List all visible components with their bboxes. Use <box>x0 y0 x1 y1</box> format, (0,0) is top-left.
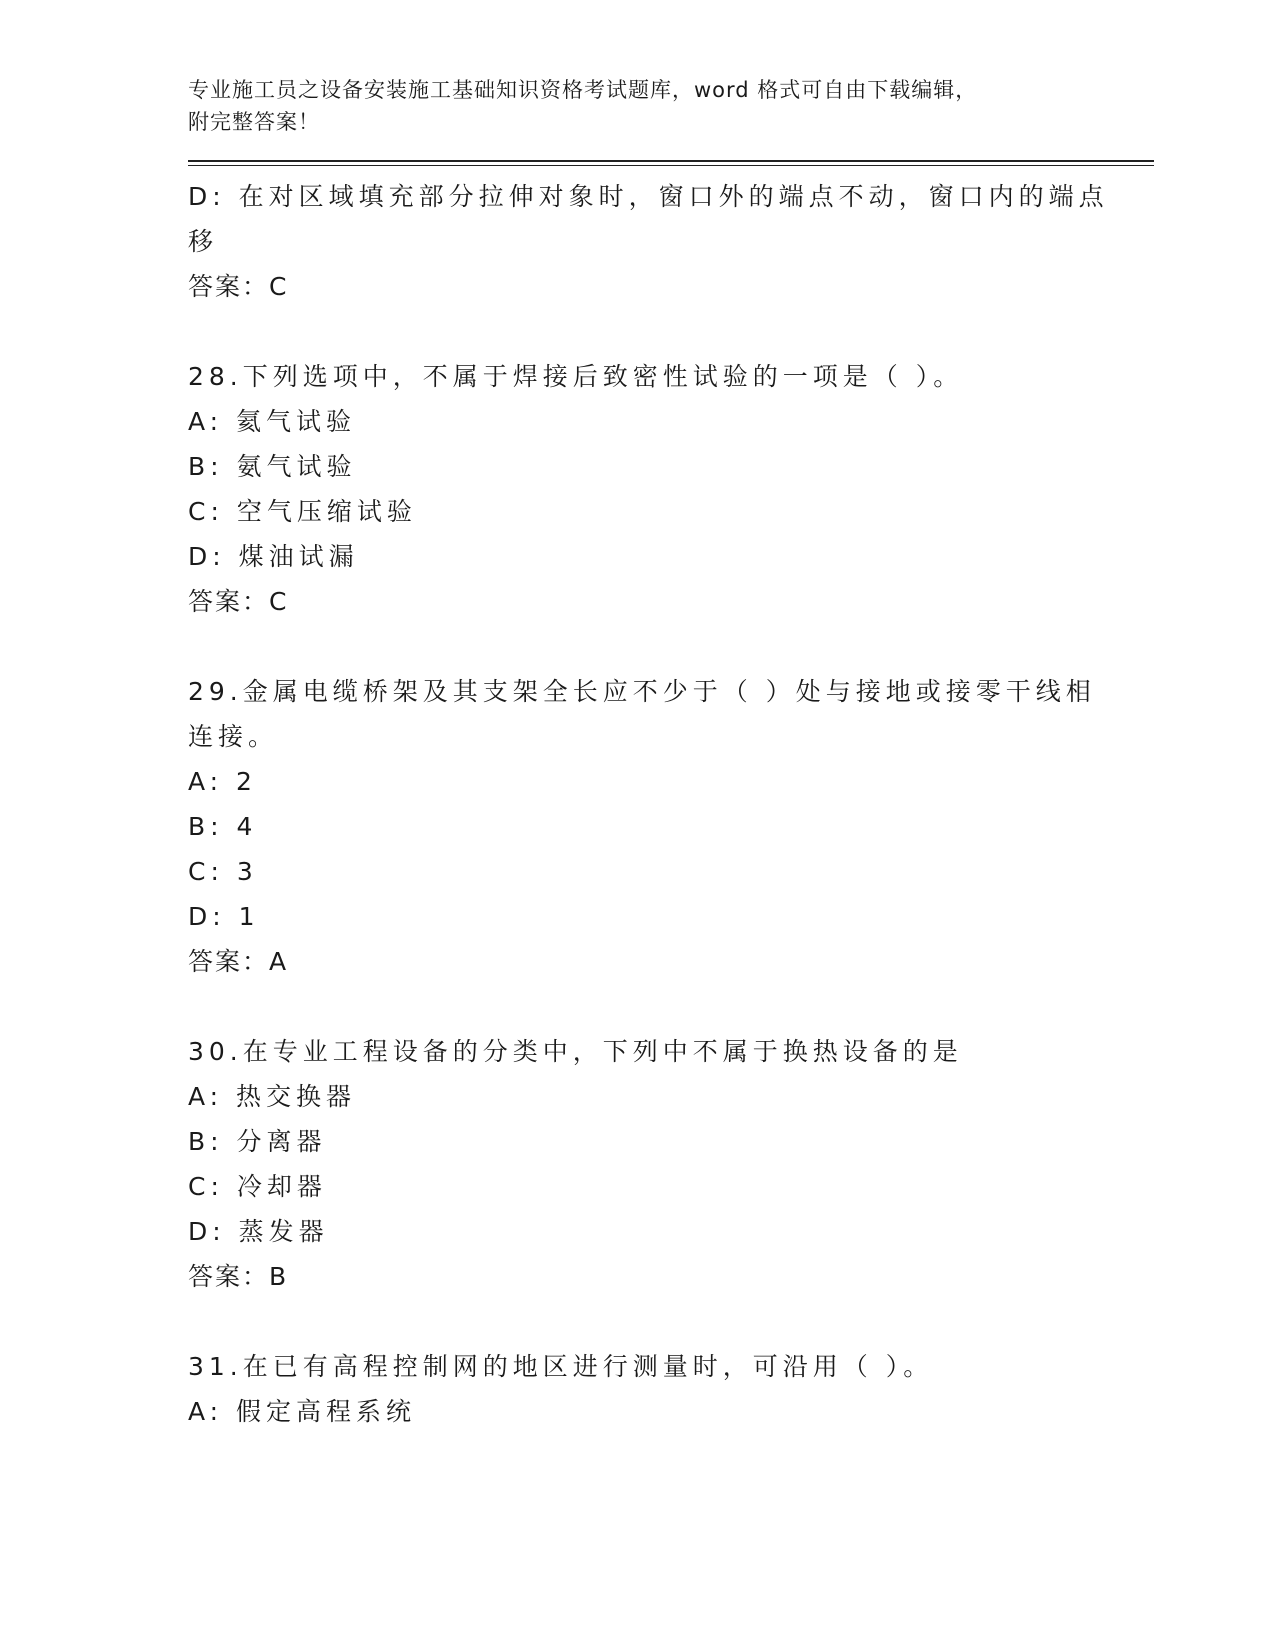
answer: 答案：C <box>188 587 289 616</box>
option-d: D: 蒸发器 <box>188 1217 329 1246</box>
question-30 <box>188 1029 1154 1299</box>
option-b: B: 分离器 <box>188 1127 327 1156</box>
question-stem: 30.在专业工程设备的分类中，下列中不属于换热设备的是 <box>188 1037 963 1066</box>
option-d-continued: 移 <box>188 227 219 256</box>
option-a: A: 假定高程系统 <box>188 1397 417 1426</box>
question-stem: 31.在已有高程控制网的地区进行测量时，可沿用（ ）。 <box>188 1352 934 1381</box>
option-c: C: 3 <box>188 857 258 886</box>
document-header <box>188 74 1154 138</box>
option-c: C: 冷却器 <box>188 1172 327 1201</box>
option-d: D: 1 <box>188 902 260 931</box>
question-stem: 29.金属电缆桥架及其支架全长应不少于（ ）处与接地或接零干线相 <box>188 677 1096 706</box>
option-a: A: 2 <box>188 767 257 796</box>
question-29 <box>188 669 1154 984</box>
answer: 答案：A <box>188 947 289 976</box>
question-28 <box>188 354 1154 624</box>
option-d: D: 在对区域填充部分拉伸对象时，窗口外的端点不动，窗口内的端点 <box>188 182 1109 211</box>
header-line-2: 附完整答案！ <box>188 110 320 134</box>
header-divider <box>188 160 1154 166</box>
document-page <box>188 72 1154 1434</box>
option-b: B: 4 <box>188 812 258 841</box>
option-d: D: 煤油试漏 <box>188 542 359 571</box>
answer: 答案：C <box>188 272 289 301</box>
option-a: A: 热交换器 <box>188 1082 357 1111</box>
question-stem-continued: 连接。 <box>188 722 279 751</box>
option-c: C: 空气压缩试验 <box>188 497 417 526</box>
option-b: B: 氨气试验 <box>188 452 357 481</box>
answer: 答案：B <box>188 1262 289 1291</box>
question-list <box>188 174 1154 1434</box>
question-31 <box>188 1344 1154 1434</box>
question-fragment <box>188 174 1154 309</box>
option-a: A: 氦气试验 <box>188 407 357 436</box>
header-line-1: 专业施工员之设备安装施工基础知识资格考试题库，word 格式可自由下载编辑， <box>188 78 978 102</box>
question-stem: 28.下列选项中，不属于焊接后致密性试验的一项是（ ）。 <box>188 362 964 391</box>
